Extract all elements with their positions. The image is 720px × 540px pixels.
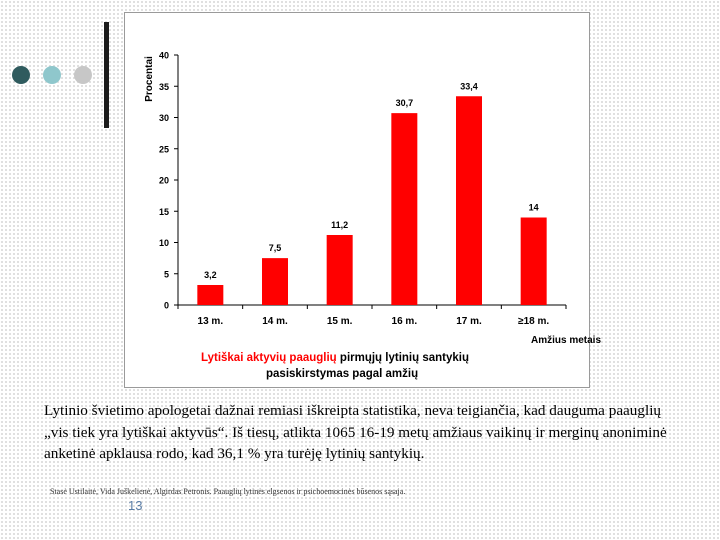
bar-value-label: 7,5 bbox=[268, 243, 282, 254]
y-tick-label: 15 bbox=[158, 206, 169, 217]
decorative-dots bbox=[12, 66, 92, 86]
x-tick-label: 15 m. bbox=[326, 316, 353, 327]
page-number: 13 bbox=[128, 498, 143, 513]
bar bbox=[197, 285, 223, 305]
bar-value-label: 11,2 bbox=[331, 220, 349, 230]
chart-caption-line-2: pasiskirstymas pagal amžių bbox=[266, 368, 419, 380]
y-tick-label: 10 bbox=[158, 238, 169, 248]
bar-value-label: 33,4 bbox=[460, 81, 478, 92]
caption-highlight: Lytiškai aktyvių paauglių bbox=[201, 352, 337, 364]
chart-caption-line-1 bbox=[201, 352, 469, 364]
y-tick-label: 5 bbox=[163, 269, 169, 280]
bar-value-label: 3,2 bbox=[204, 270, 217, 280]
bar bbox=[262, 258, 288, 305]
y-tick-label: 0 bbox=[163, 300, 169, 311]
source-citation: Stasė Ustilaitė, Vida Juškelienė, Algirdas Petronis. Paauglių lytinės elgsenos ir psichoemocinės būsenos sąsaja. bbox=[50, 487, 406, 496]
x-axis-label: Amžius metais bbox=[531, 335, 602, 346]
bar-chart bbox=[125, 13, 602, 389]
bar bbox=[521, 218, 547, 306]
dot-light-teal bbox=[43, 66, 61, 84]
y-tick-label: 20 bbox=[158, 175, 169, 186]
bar bbox=[456, 96, 482, 305]
x-tick-label: 17 m. bbox=[456, 316, 482, 327]
bar-value-label: 14 bbox=[528, 202, 539, 213]
x-tick-label: 13 m. bbox=[197, 316, 224, 327]
bar bbox=[391, 113, 417, 305]
y-tick-label: 35 bbox=[158, 81, 169, 92]
x-tick-label: 14 m. bbox=[262, 316, 288, 327]
x-tick-label: 16 m. bbox=[391, 316, 418, 327]
y-tick-label: 25 bbox=[158, 144, 169, 155]
y-tick-label: 30 bbox=[158, 113, 169, 123]
dot-gray bbox=[74, 66, 92, 84]
caption-rest: pirmųjų lytinių santykių bbox=[336, 352, 469, 364]
accent-vertical-bar bbox=[104, 22, 109, 128]
y-axis-label: Procentai bbox=[144, 56, 155, 102]
chart-panel bbox=[124, 12, 602, 388]
y-tick-label: 40 bbox=[158, 50, 169, 61]
x-tick-label: ≥18 m. bbox=[518, 316, 550, 327]
bar bbox=[327, 235, 353, 305]
body-paragraph: Lytinio švietimo apologetai dažnai remiasi iškreipta statistika, neva teigiančia, kad dauguma paauglių „vis tiek yra lytiškai aktyvūs“. Iš tiesų, atlikta 1065 16-19 metų amžiaus vaikinų ir merginų anoniminė anketinė apklausa rodo, kad 36,1 % yra turėję lytinių santykių. bbox=[44, 402, 667, 462]
dot-dark bbox=[12, 66, 30, 84]
bar-value-label: 30,7 bbox=[395, 98, 414, 109]
